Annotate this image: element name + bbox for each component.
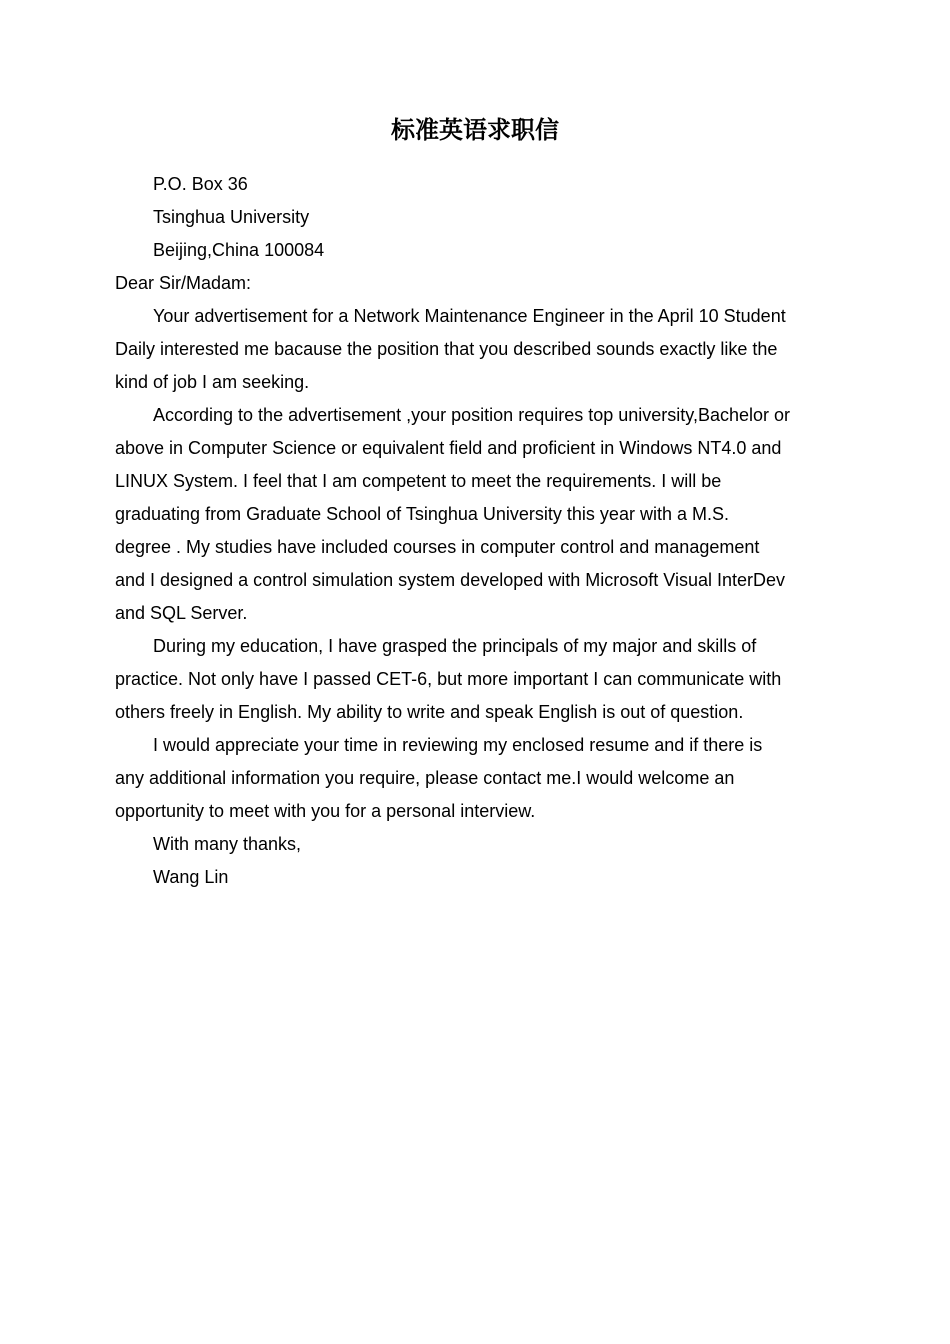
letter-body [115,168,837,894]
salutation: Dear Sir/Madam: [115,273,252,293]
sender-address [115,168,837,267]
paragraph-4 [115,729,837,828]
address-line: P.O. Box 36 [153,174,248,194]
paragraph-line: During my education, I have grasped the principals of my major and skills of [153,636,757,656]
paragraph-line: I would appreciate your time in reviewing my enclosed resume and if there is [153,735,763,755]
paragraph-line: Your advertisement for a Network Maintenance Engineer in the April 10 Student [153,306,786,326]
paragraph-3 [115,630,837,729]
closing-block [115,828,837,894]
paragraph-line: practice. Not only have I passed CET-6, but more important I can communicate with [115,669,782,689]
address-line: Beijing,China 100084 [153,240,325,260]
paragraph-line: and SQL Server. [115,603,248,623]
paragraph-line: degree . My studies have included courses in computer control and management [115,537,760,557]
paragraph-line: kind of job I am seeking. [115,372,310,392]
paragraph-1 [115,300,837,399]
signature: Wang Lin [153,867,229,887]
closing: With many thanks, [153,834,302,854]
address-line: Tsinghua University [153,207,310,227]
paragraph-2 [115,399,837,630]
paragraph-line: graduating from Graduate School of Tsinghua University this year with a M.S. [115,504,729,524]
letter-title: 标准英语求职信 [391,116,559,144]
paragraph-line: LINUX System. I feel that I am competent to meet the requirements. I will be [115,471,722,491]
paragraph-line: and I designed a control simulation system developed with Microsoft Visual InterDev [115,570,786,590]
paragraph-line: Daily interested me bacause the position that you described sounds exactly like the [115,339,778,359]
paragraph-line: above in Computer Science or equivalent field and proficient in Windows NT4.0 and [115,438,782,458]
paragraph-line: any additional information you require, please contact me.I would welcome an [115,768,735,788]
paragraph-line: According to the advertisement ,your position requires top university,Bachelor or [153,405,790,425]
paragraph-line: others freely in English. My ability to write and speak English is out of question. [115,702,744,722]
paragraph-line: opportunity to meet with you for a personal interview. [115,801,536,821]
